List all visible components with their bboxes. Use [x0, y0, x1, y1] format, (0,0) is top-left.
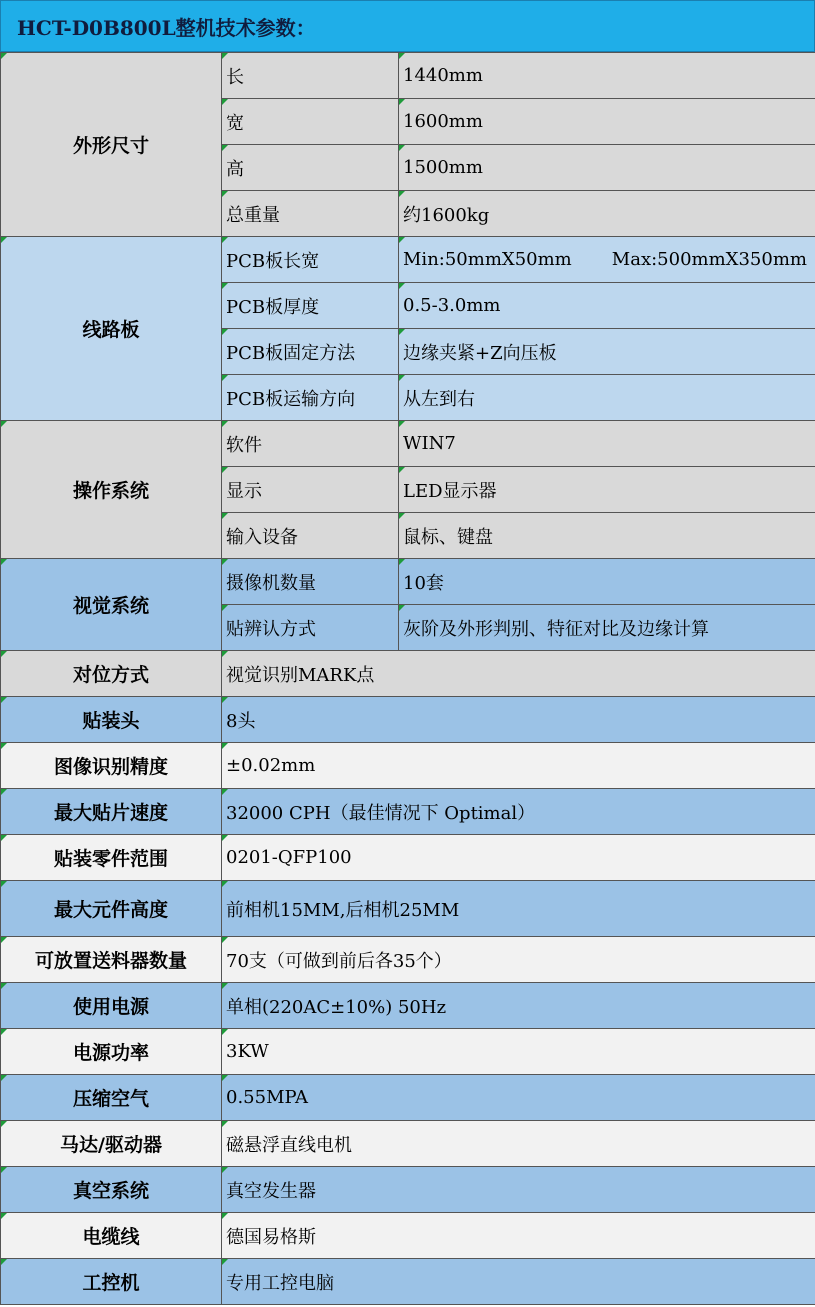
category-cell: 最大元件高度	[1, 881, 222, 937]
table-row	[1, 743, 815, 789]
category-cell: 电缆线	[1, 1213, 222, 1259]
table-row	[1, 421, 815, 467]
table-row	[1, 937, 815, 983]
param-value: 磁悬浮直线电机	[222, 1121, 815, 1167]
table-row	[1, 53, 815, 99]
param-value: LED显示器	[399, 467, 815, 513]
table-row	[1, 1167, 815, 1213]
table-row	[1, 983, 815, 1029]
param-key: 总重量	[222, 191, 399, 237]
category-cell: 贴装头	[1, 697, 222, 743]
param-key: PCB板厚度	[222, 283, 399, 329]
category-cell: 电源功率	[1, 1029, 222, 1075]
page-title: HCT-D0B800L整机技术参数：	[0, 0, 815, 52]
table-row	[1, 1029, 815, 1075]
param-value: 前相机15MM,后相机25MM	[222, 881, 815, 937]
category-cell: 线路板	[1, 237, 222, 421]
param-key: 宽	[222, 99, 399, 145]
category-cell: 操作系统	[1, 421, 222, 559]
category-cell: 工控机	[1, 1259, 222, 1305]
param-key: 显示	[222, 467, 399, 513]
category-cell: 对位方式	[1, 651, 222, 697]
param-key: 摄像机数量	[222, 559, 399, 605]
category-cell: 外形尺寸	[1, 53, 222, 237]
table-row	[1, 1259, 815, 1305]
param-value: Min:50mmX50mm Max:500mmX350mm	[399, 237, 815, 283]
table-row	[1, 1121, 815, 1167]
category-cell: 马达/驱动器	[1, 1121, 222, 1167]
category-cell: 贴装零件范围	[1, 835, 222, 881]
param-key: 贴辨认方式	[222, 605, 399, 651]
param-value: 从左到右	[399, 375, 815, 421]
param-value: 德国易格斯	[222, 1213, 815, 1259]
param-value: 10套	[399, 559, 815, 605]
param-value: 0.55MPA	[222, 1075, 815, 1121]
param-value: 8头	[222, 697, 815, 743]
param-value: 真空发生器	[222, 1167, 815, 1213]
param-value: 1500mm	[399, 145, 815, 191]
table-row	[1, 881, 815, 937]
param-value: 1440mm	[399, 53, 815, 99]
category-cell: 最大贴片速度	[1, 789, 222, 835]
param-value: 32000 CPH（最佳情况下 Optimal）	[222, 789, 815, 835]
param-key: 软件	[222, 421, 399, 467]
param-value: 0.5-3.0mm	[399, 283, 815, 329]
spec-table	[0, 52, 815, 1305]
param-value: 1600mm	[399, 99, 815, 145]
param-key: PCB板固定方法	[222, 329, 399, 375]
param-value: ±0.02mm	[222, 743, 815, 789]
category-cell: 真空系统	[1, 1167, 222, 1213]
table-row	[1, 835, 815, 881]
param-value: 鼠标、键盘	[399, 513, 815, 559]
param-value: 70支（可做到前后各35个）	[222, 937, 815, 983]
table-row	[1, 789, 815, 835]
param-key: 高	[222, 145, 399, 191]
table-row	[1, 697, 815, 743]
table-row	[1, 1213, 815, 1259]
table-row	[1, 559, 815, 605]
param-key: PCB板长宽	[222, 237, 399, 283]
param-value: WIN7	[399, 421, 815, 467]
param-value: 专用工控电脑	[222, 1259, 815, 1305]
param-value: 0201-QFP100	[222, 835, 815, 881]
param-value: 视觉识别MARK点	[222, 651, 815, 697]
param-key: 长	[222, 53, 399, 99]
category-cell: 视觉系统	[1, 559, 222, 651]
param-value: 单相(220AC±10%) 50Hz	[222, 983, 815, 1029]
param-key: PCB板运输方向	[222, 375, 399, 421]
category-cell: 压缩空气	[1, 1075, 222, 1121]
table-row	[1, 651, 815, 697]
category-cell: 图像识别精度	[1, 743, 222, 789]
param-value: 边缘夹紧+Z向压板	[399, 329, 815, 375]
param-value: 约1600kg	[399, 191, 815, 237]
category-cell: 可放置送料器数量	[1, 937, 222, 983]
param-key: 输入设备	[222, 513, 399, 559]
param-value: 3KW	[222, 1029, 815, 1075]
table-row	[1, 237, 815, 283]
category-cell: 使用电源	[1, 983, 222, 1029]
param-value: 灰阶及外形判别、特征对比及边缘计算	[399, 605, 815, 651]
table-row	[1, 1075, 815, 1121]
